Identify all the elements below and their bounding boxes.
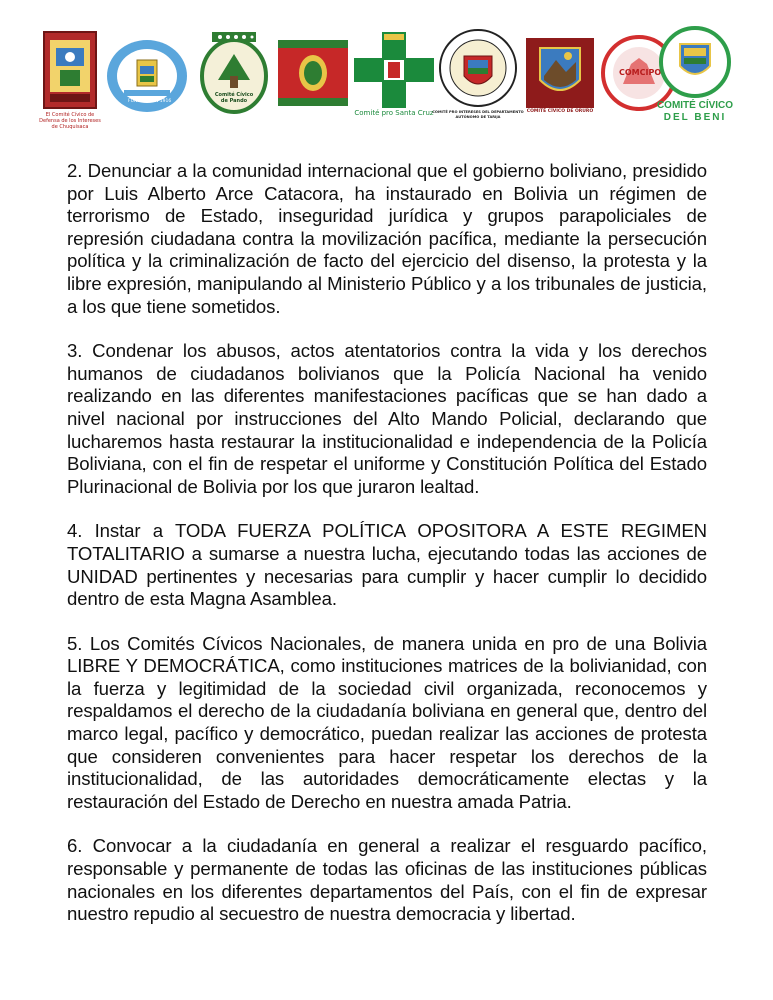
tarija-caption: COMITÉ PRO INTERESES DEL DEPARTAMENTO AUTÓNOMO DE TARIJA	[432, 110, 524, 119]
paragraph-3: 3. Condenar los abusos, actos atentatorios contra la vida y los derechos humanos de ciudadanos bolivianos que la Policía Nacional ha venido realizando en las diferentes manifestaciones pacíficas que se han dado a nivel nacional por instrucciones del Alto Mando Policial, declarando que lucharemos hasta restaurar la institucionalidad e independencia de la Policía Boliviana, con el fin de respetar el uniforme y Constitución Política del Estado Plurinacional de Bolivia por los que juraron lealtad.	[67, 340, 707, 497]
paragraph-5: 5. Los Comités Cívicos Nacionales, de manera unida en pro de una Bolivia LIBRE Y DEMOCRÁTICA, como instituciones matrices de la bolivianidad, con la fuerza y legitimidad de la sociedad civil organizada, reconocemos y respaldamos el derecho de la ciudadanía boliviana en general que, dentro del marco legal, pacífico y democrático, puedan realizar las acciones de protesta que consideren convenientes para hacer respetar los derechos de la institucionalidad, de las autoridades democráticamente electas y la restauración del Estado de Derecho en nuestra amada Patria.	[67, 632, 707, 812]
logo-header	[38, 26, 738, 138]
pando-caption: Comité Cívico de Pando	[214, 92, 254, 104]
chuquisaca-logo	[39, 30, 101, 134]
document-body	[67, 160, 707, 948]
beni-caption-line1: COMITÉ CÍVICO	[656, 100, 734, 111]
tarija-seal-icon	[438, 26, 518, 122]
oruro-caption: COMITÉ CÍVICO DE ORURO	[526, 109, 594, 114]
santacruz-cross-icon	[354, 32, 434, 108]
oruro-seal-icon	[526, 38, 594, 108]
santacruz-caption: Comité pro Santa Cruz	[354, 109, 434, 117]
paragraph-6: 6. Convocar a la ciudadanía en general a realizar el resguardo pacífico, responsable y permanente de todas las oficinas de las instituciones públicas nacionales en los diferentes departamentos del País, con el fin de expresar nuestro repudio al secuestro de nuestra democracia y libertad.	[67, 835, 707, 925]
pando-logo	[198, 28, 270, 120]
potosi-flag-logo	[278, 40, 348, 106]
cochabamba-logo	[104, 36, 190, 118]
paragraph-2: 2. Denunciar a la comunidad internacional que el gobierno boliviano, presidido por Luis Alberto Arce Catacora, ha instaurado en Bolivia un régimen de terrorismo de Estado, inseguridad jurídica y grupos parapoliciales de represión ciudadana contra la movilización pacífica, mediante la persecución política y la criminalización de facto del ejercicio del disenso, la protesta y la libre expresión, manipulando al Ministerio Público y a los tribunales de justicia, a los que tiene sometidos.	[67, 160, 707, 317]
beni-logo	[650, 26, 740, 134]
chuquisaca-shield-icon	[42, 30, 98, 112]
cochabamba-seal-icon	[104, 36, 190, 116]
santacruz-logo	[354, 32, 434, 122]
tarija-logo	[432, 26, 524, 126]
comcipo-caption: COMCIPO	[619, 68, 662, 77]
cochabamba-caption: FUNDADO EN 1916	[128, 99, 172, 104]
oruro-logo	[526, 38, 594, 124]
beni-seal-icon	[650, 26, 740, 100]
paragraph-4: 4. Instar a TODA FUERZA POLÍTICA OPOSITORA A ESTE REGIMEN TOTALITARIO a sumarse a nuestra lucha, ejecutando todas las acciones de UNIDAD pertinentes y necesarias para cumplir y hacer cumplir lo decidido dentro de esta Magna Asamblea.	[67, 520, 707, 610]
beni-caption-line2: DEL BENI	[663, 112, 727, 123]
chuquisaca-caption: El Comité Cívico de Defensa de los Intereses de Chuquisaca	[39, 112, 101, 130]
potosi-flag-icon	[278, 40, 348, 106]
